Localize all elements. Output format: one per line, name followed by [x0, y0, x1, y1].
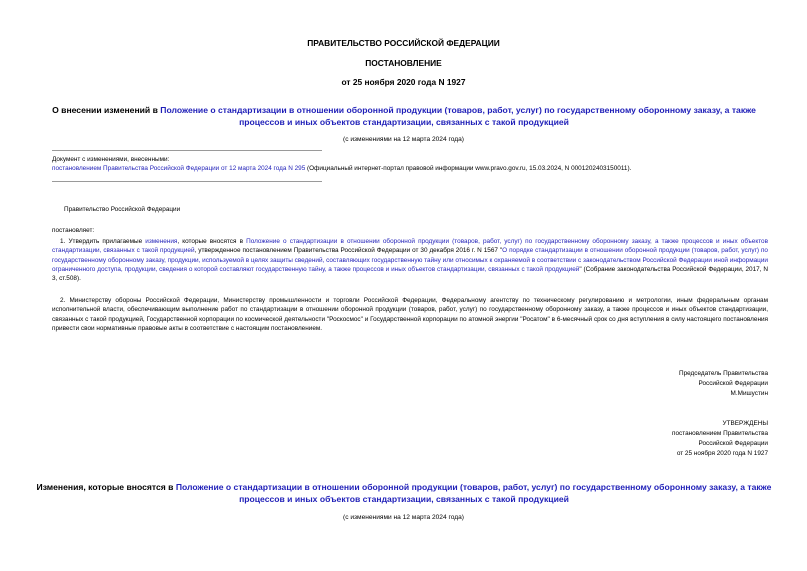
signature-position: Председатель Правительства — [679, 370, 768, 377]
issuer-text: Правительство Российской Федерации — [64, 206, 181, 213]
decides-text: постановляет: — [52, 227, 95, 234]
approved-org: Российской Федерации — [698, 440, 768, 447]
document-date-number: от 25 ноября 2020 года N 1927 — [341, 77, 466, 87]
approved-block — [672, 419, 768, 459]
changes-title — [36, 481, 772, 505]
regulation-link[interactable]: Положение о стандартизации в отношении оборонной продукции (товаров, работ, услуг) по государственному оборонному заказу, а также процессов и иных объектов стандартизации, связанных с такой продукцией — [52, 238, 768, 255]
government-heading: ПРАВИТЕЛЬСТВО РОССИЙСКОЙ ФЕДЕРАЦИИ — [307, 38, 500, 48]
bottom-edition-note: (с изменениями на 12 марта 2024 года) — [343, 514, 464, 521]
approved-label: УТВЕРЖДЕНЫ — [722, 420, 768, 427]
decree-1567-link[interactable]: О порядке стандартизации в отношении оборонной продукции (товаров, работ, услуг) по государственному оборонному заказу, продукции, используемой в целях защиты сведений, составляющих государственную тайну или относимых к охраняемой в соответствии с законодательством Российской Федерации иной информации ограниченного доступа, продукции, сведения о которой составляют государственную тайну, а также процессов и иных объектов стандартизации, связанных с такой продукцией — [52, 247, 768, 273]
amendment-decree-link[interactable]: постановлением Правительства Российской Федерации от 12 марта 2024 года N 295 — [52, 165, 306, 173]
title-prefix: О внесении изменений в — [52, 105, 161, 115]
approved-date: от 25 ноября 2020 года N 1927 — [676, 450, 768, 457]
changes-title-prefix: Изменения, которые вносятся в — [36, 482, 176, 492]
document-title — [30, 104, 778, 128]
changes-link[interactable]: изменения — [145, 238, 178, 245]
document-type-heading: ПОСТАНОВЛЕНИЕ — [365, 58, 442, 68]
signature-block — [679, 369, 768, 399]
approved-by: постановлением Правительства — [672, 430, 768, 437]
paragraph-2: 2. Министерству обороны Российской Федерации, Министерству промышленности и торговли Российской Федерации, Федеральному агентству по техническому регулированию и метрологии, иным федеральным органам исполнительной власти, обеспечивающим выполнение работ по стандартизации в отношении оборонной продукции (товаров, работ, услуг) по государственному оборонному заказу, а также процессов и иных объектов стандартизации, связанных с такой продукцией, Государственной корпорации по космической деятельности "Роскосмос" и Государственной корпорации по атомной энергии "Росатом" в 6-месячный срок со дня вступления в силу настоящего постановления привести свои нормативные правовые акты в соответствие с настоящим постановлением. — [52, 297, 768, 332]
title-regulation-link[interactable]: Положение о стандартизации в отношении оборонной продукции (товаров, работ, услуг) по государственному оборонному заказу, а также процессов и иных объектов стандартизации, связанных с такой продукцией — [160, 105, 756, 127]
bottom-divider — [52, 181, 322, 182]
changes-title-link[interactable]: Положение о стандартизации в отношении оборонной продукции (товаров, работ, услуг) по государственному оборонному заказу, а также процессов и иных объектов стандартизации, связанных с такой продукцией — [175, 482, 772, 504]
top-divider — [52, 150, 322, 151]
edition-note: (с изменениями на 12 марта 2024 года) — [343, 136, 464, 143]
changes-intro: Документ с изменениями, внесенными: — [52, 156, 170, 163]
amendment-source: (Официальный интернет-портал правовой информации www.pravo.gov.ru, 15.03.2024, N 0001202403150011). — [305, 165, 632, 173]
signature-org: Российской Федерации — [698, 380, 768, 387]
changes-block — [52, 155, 768, 174]
signature-name: М.Мишустин — [730, 390, 768, 397]
paragraph-1: 1. Утвердить прилагаемые изменения, которые вносятся в Положение о стандартизации в отношении оборонной продукции (товаров, работ, услуг) по государственному оборонному заказу, а также процессов и иных объектов стандартизации, связанных с такой продукцией, утвержденное постановлением Правительства Российской Федерации от 30 декабря 2016 г. N 1567 "О порядке стандартизации в отношении оборонной продукции (товаров, работ, услуг) по государственному оборонному заказу, продукции, используемой в целях защиты сведений, составляющих государственную тайну или относимых к охраняемой в соответствии с законодательством Российской Федерации иной информации ограниченного доступа, продукции, сведения о которой составляют государственную тайну, а также процессов и иных объектов стандартизации, связанных с такой продукцией" (Собрание законодательства Российской Федерации, 2017, N 3, ст.508). — [52, 238, 768, 283]
